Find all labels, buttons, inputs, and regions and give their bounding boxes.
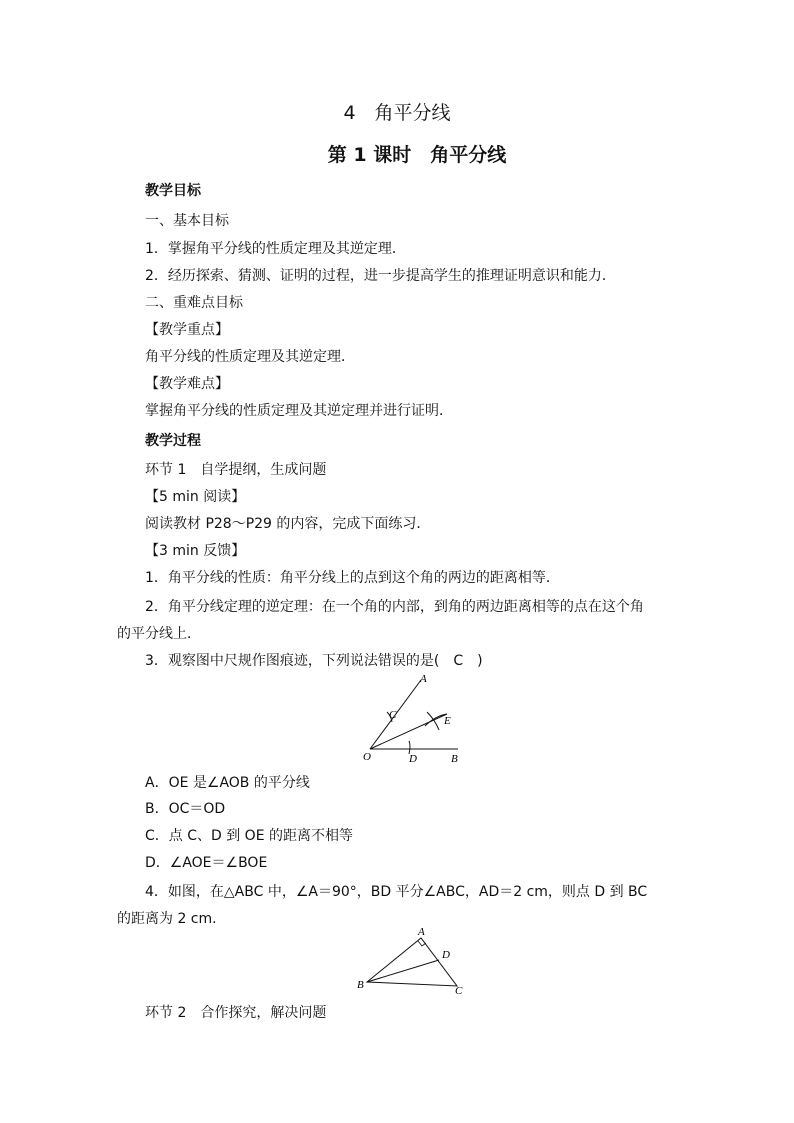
label-b: B: [451, 753, 458, 765]
label-d: D: [409, 753, 417, 765]
goal-2: 2．经历探索、猜测、证明的过程，进一步提高学生的推理证明意识和能力．: [145, 268, 616, 284]
ray-oe: [370, 714, 447, 749]
question-3: 3．观察图中尺规作图痕迹，下列说法错误的是( C ): [145, 653, 483, 669]
option-b: B．OC＝OD: [145, 801, 226, 817]
question-2: 2．角平分线定理的逆定理：在一个角的内部，到角的两边距离相等的点在这个角的平分线上．: [117, 599, 644, 642]
label-c: C: [389, 709, 397, 721]
label-e: E: [444, 715, 451, 727]
arc-e1: [427, 712, 439, 730]
question-1: 1．角平分线的性质：角平分线上的点到这个角的两边的距离相等．: [145, 570, 560, 586]
angle-bisector-figure: [355, 672, 470, 767]
question-4: 4．如图，在△ABC 中，∠A＝90°，BD 平分∠ABC，AD＝2 cm，则点 D 到 BC 的距离为 2 cm.: [117, 884, 648, 927]
basic-goals: 一、基本目标: [145, 213, 229, 229]
goal-1: 1．掌握角平分线的性质定理及其逆定理．: [145, 241, 406, 257]
section-1: 环节 1 自学提纲，生成问题: [145, 462, 327, 478]
label-d2: D: [442, 949, 450, 961]
label-o: O: [363, 751, 371, 763]
option-d: D．∠AOE＝∠BOE: [145, 855, 268, 871]
label-b2: B: [357, 979, 364, 991]
key-goals: 二、重难点目标: [145, 295, 243, 311]
label-c2: C: [455, 985, 463, 997]
goals-heading: 教学目标: [145, 183, 201, 199]
lesson-subtitle: 第 1 课时 角平分线: [327, 144, 507, 166]
label-a2: A: [418, 926, 425, 938]
key-heading: 【教学重点】: [145, 322, 229, 338]
segment-bd: [367, 960, 439, 982]
reading-text: 阅读教材 P28～P29 的内容，完成下面练习．: [145, 516, 431, 532]
triangle-abc: [367, 938, 457, 986]
option-a: A．OE 是∠AOB 的平分线: [145, 775, 310, 791]
process-heading: 教学过程: [145, 433, 201, 449]
feedback-label: 【3 min 反馈】: [145, 543, 246, 559]
triangle-figure: [355, 925, 470, 997]
label-a: A: [420, 673, 427, 685]
section-2: 环节 2 合作探究，解决问题: [145, 1005, 327, 1021]
key-text: 角平分线的性质定理及其逆定理．: [145, 349, 355, 365]
reading-label: 【5 min 阅读】: [145, 489, 246, 505]
lesson-title: 4 角平分线: [343, 102, 451, 124]
difficult-text: 掌握角平分线的性质定理及其逆定理并进行证明．: [145, 403, 453, 419]
option-c: C．点 C、D 到 OE 的距离不相等: [145, 828, 353, 844]
difficult-heading: 【教学难点】: [145, 376, 229, 392]
right-angle-mark: [418, 941, 426, 946]
